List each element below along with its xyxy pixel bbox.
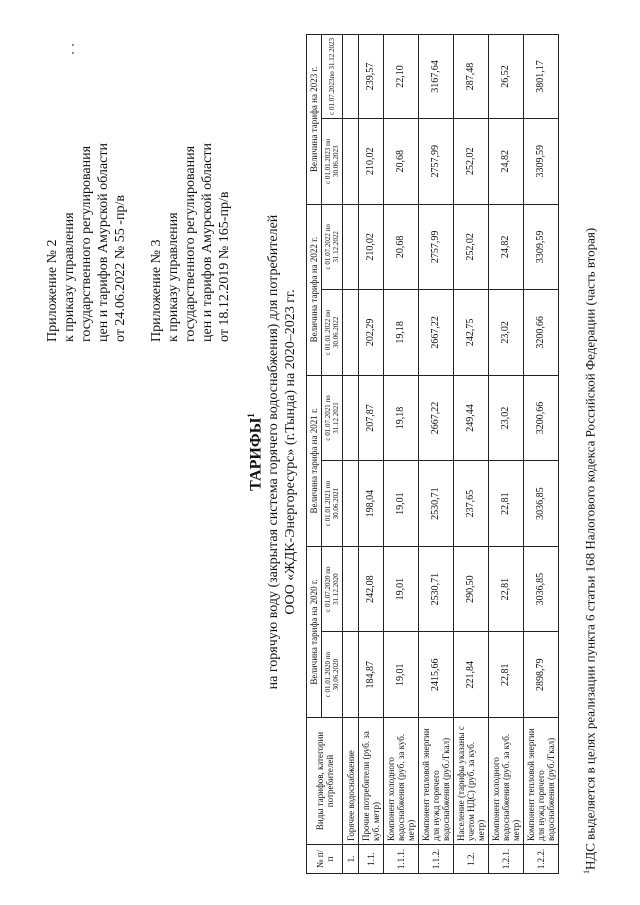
tariff-cell: 3036,85 [524,461,559,547]
tariff-cell [343,375,359,461]
document-title [246,22,265,882]
tariff-cell: 20,68 [384,118,419,204]
table-header-row [307,35,322,874]
table-row [419,35,454,874]
tariff-cell: 2898,79 [524,632,559,718]
tariff-cell [343,290,359,376]
tariff-cell: 249,44 [454,375,489,461]
tariff-cell: 3801,17 [524,35,559,119]
appendix-2-line: Приложение № 2 [45,239,60,342]
appendix-3-line: Приложение № 3 [149,239,164,342]
tariff-cell: 252,02 [454,204,489,290]
document-subtitle: ООО «ЖДК-Энергоресурс» (г.Тында) на 2020–2023 гг. [283,289,298,615]
row-name: Компонент тепловой энергии для нужд горячего водоснабжения (руб./Гкал) [419,718,454,845]
table-row [384,35,419,874]
tariff-table [306,34,559,874]
tariff-cell [343,632,359,718]
row-number: 1.2.2. [524,845,559,874]
tariff-cell: 202,29 [359,290,384,376]
table-row [343,35,359,874]
tariff-cell [343,204,359,290]
table-row [359,35,384,874]
tariff-cell: 20,68 [384,204,419,290]
tariff-cell: 237,65 [454,461,489,547]
tariff-cell: 2530,71 [419,546,454,632]
tariff-cell: 3167,64 [419,35,454,119]
tariff-cell: 3200,66 [524,290,559,376]
tariff-cell [343,35,359,119]
row-number: 1.1.2. [419,845,454,874]
tariff-cell: 19,01 [384,632,419,718]
row-name: Население (тарифы указаны с учетом НДС) (руб. за куб. метр) [454,718,489,845]
tariff-cell: 242,75 [454,290,489,376]
appendix-2-block [44,143,129,342]
tariff-cell: 221,84 [454,632,489,718]
appendix-3-line: цен и тарифов Амурской области [200,143,215,342]
table-row [524,35,559,874]
tariff-cell [343,118,359,204]
column-header-period: с 01.01.2020 по 30.06.2020 [322,632,343,718]
column-header-period: с 01.01.2022 по 30.06.2022 [322,290,343,376]
column-header-period: с 01.07.2020 по 31.12.2020 [322,546,343,632]
appendix-3-line: от 18.12.2019 № 165-пр/в [217,191,232,342]
title-footnote-mark: 1 [246,413,256,418]
title-text: ТАРИФЫ [247,417,265,491]
row-name: Горячее водоснабжение [343,718,359,845]
footnote-text: НДС выделяется в целях реализации пункта 6 статьи 168 Налогового кодекса Российской Федерации (часть вторая) [582,227,598,870]
row-number: 1.1. [359,845,384,874]
tariff-cell: 198,04 [359,461,384,547]
row-number: 1.2. [454,845,489,874]
appendix-2-line: цен и тарифов Амурской области [96,143,111,342]
tariff-cell: 242,08 [359,546,384,632]
tariff-cell: 2667,22 [419,290,454,376]
footnote-mark: 1 [582,870,591,874]
tariff-cell: 19,01 [384,461,419,547]
tariff-cell: 210,02 [359,204,384,290]
footnote [582,228,598,874]
tariff-cell: 287,48 [454,35,489,119]
tariff-cell: 2667,22 [419,375,454,461]
tariff-cell [343,461,359,547]
tariff-cell: 22,81 [489,546,524,632]
row-number: 1. [343,845,359,874]
row-name: Компонент тепловой энергии для нужд горячего водоснабжения (руб./Гкал) [524,718,559,845]
row-name: Компонент холодного водоснабжения (руб. за куб. метр) [384,718,419,845]
tariff-cell [343,546,359,632]
column-header-year: Величина тарифа на 2022 г. [307,204,322,375]
appendix-3-block [148,143,233,342]
tariff-cell: 290,50 [454,546,489,632]
document-subtitle: на горячую воду (закрытая система горячего водоснабжения) для потребителей [266,214,281,690]
tariff-cell: 3200,66 [524,375,559,461]
row-number: 1.1.1. [384,845,419,874]
tariff-cell: 23,02 [489,290,524,376]
tariff-cell: 210,02 [359,118,384,204]
tariff-cell: 24,82 [489,204,524,290]
column-header-period: с 01.01.2021 по 30.06.2021 [322,461,343,547]
tariff-cell: 24,82 [489,118,524,204]
tariff-cell: 2530,71 [419,461,454,547]
tariff-cell: 22,81 [489,461,524,547]
row-name: Прочие потребители (руб. за куб. метр) [359,718,384,845]
tariff-cell: 19,18 [384,375,419,461]
appendix-2-line: от 24.06.2022 № 55 -пр/в [113,195,128,342]
appendix-3-line: государственного регулирования [183,145,198,342]
tariff-cell: 2415,66 [419,632,454,718]
table-row [489,35,524,874]
column-header-year: Величина тарифа на 2023 г. [307,35,322,205]
column-header-number: № п/п [307,845,343,874]
row-name: Компонент холодного водоснабжения (руб. за куб. метр) [489,718,524,845]
tariff-cell: 19,18 [384,290,419,376]
appendix-2-line: к приказу управления [62,212,77,342]
tariff-cell: 3309,59 [524,118,559,204]
tariff-cell: 2757,99 [419,118,454,204]
tariff-cell: 3309,59 [524,204,559,290]
tariff-cell: 26,52 [489,35,524,119]
tariff-cell: 207,87 [359,375,384,461]
column-header-period: с 01.07.2021 по 31.12.2021 [322,375,343,461]
column-header-period: с 01.07.2023по 31.12.2023 [322,35,343,119]
column-header-period: с 01.01.2023 по 30.06.2023 [322,118,343,204]
column-header-year: Величина тарифа на 2021 г. [307,375,322,546]
appendix-2-line: государственного регулирования [79,145,94,342]
tariff-cell: 19,01 [384,546,419,632]
tariff-cell: 2757,99 [419,204,454,290]
tariff-cell: 239,57 [359,35,384,119]
column-header-name: Виды тарифов, категории потребителей [307,718,343,845]
tariff-cell: 3036,85 [524,546,559,632]
appendix-3-line: к приказу управления [166,212,181,342]
column-header-period: с 01.07.2022 по 31.12.2022 [322,204,343,290]
tariff-cell: 22,10 [384,35,419,119]
tariff-cell: 252,02 [454,118,489,204]
rotated-content [30,22,610,882]
table-row [454,35,489,874]
tariff-cell: 22,81 [489,632,524,718]
tariff-cell: 184,87 [359,632,384,718]
row-number: 1.2.1. [489,845,524,874]
column-header-year: Величина тарифа на 2020 г. [307,546,322,717]
tariff-cell: 23,02 [489,375,524,461]
